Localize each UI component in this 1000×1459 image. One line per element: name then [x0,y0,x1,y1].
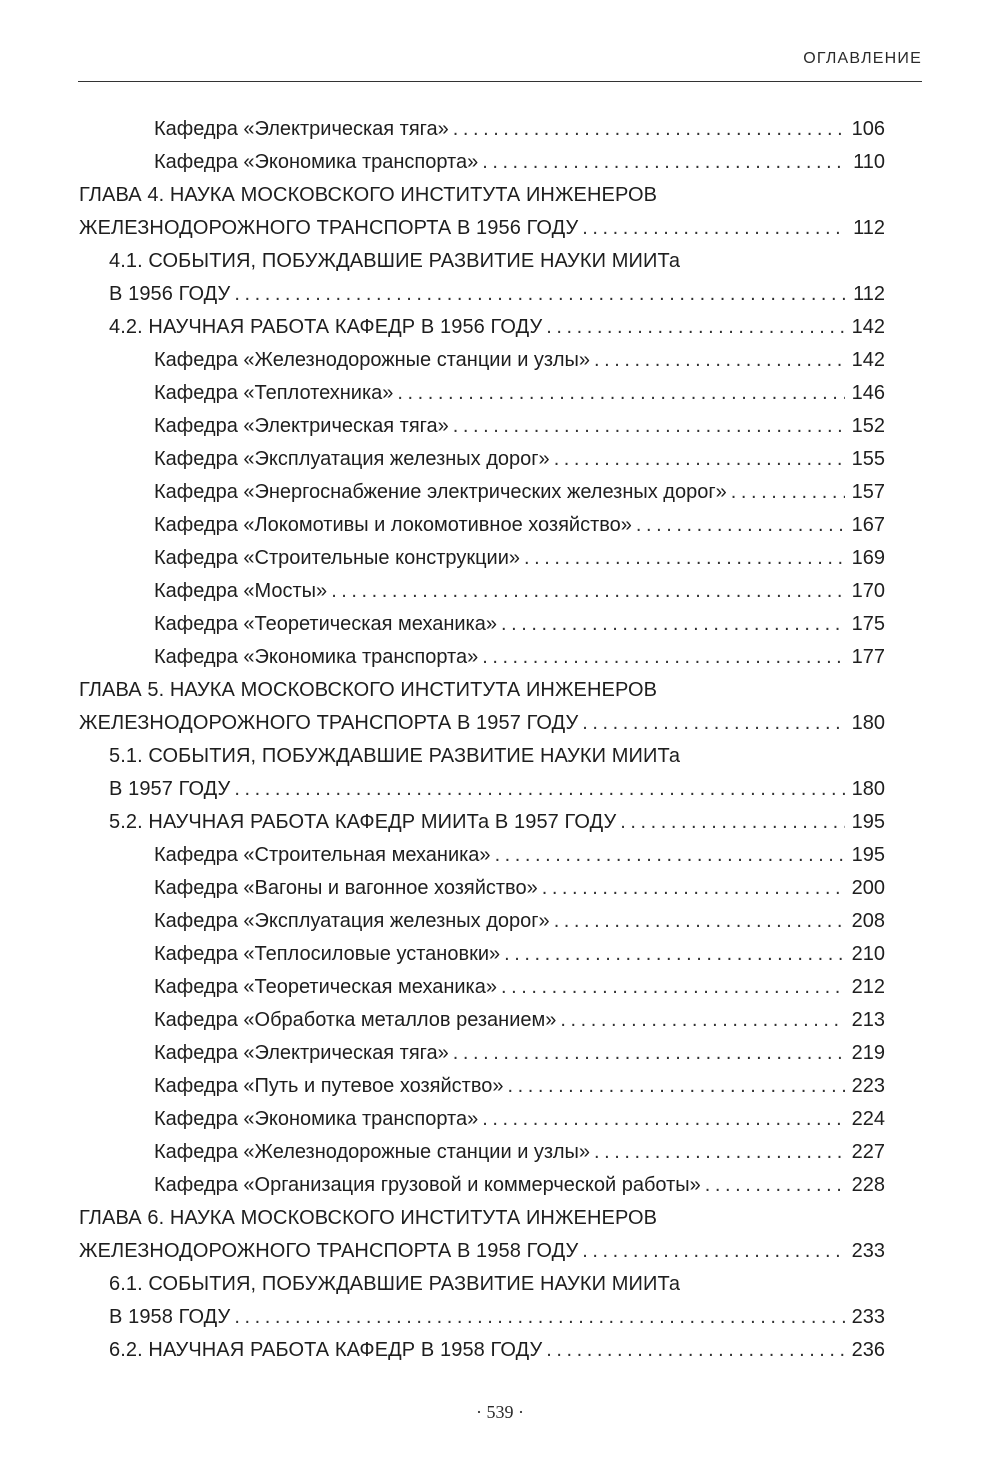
dot-leader [453,1037,845,1070]
toc-entry[interactable] [0,1202,1000,1235]
toc-entry-page: 195 [851,811,885,833]
dot-leader [546,311,845,344]
dot-leader [594,1136,845,1169]
toc-entry-page: 228 [851,1174,885,1196]
dot-leader [582,212,845,245]
toc-entry[interactable] [0,608,1000,641]
header-rule [78,81,922,82]
dot-leader [453,410,845,443]
toc-entry-page: 169 [851,547,885,569]
toc-entry[interactable] [0,1301,1000,1334]
dot-leader [397,377,845,410]
toc-entry-page: 213 [851,1009,885,1031]
toc-entry[interactable] [0,1169,1000,1202]
toc-entry-label: В 1956 ГОДУ [109,283,231,305]
toc-entry-label: Кафедра «Вагоны и вагонное хозяйство» [154,877,538,899]
toc-entry-page: 233 [851,1306,885,1328]
toc-entry-page: 177 [851,646,885,668]
toc-entry[interactable] [0,839,1000,872]
dot-leader [482,1103,845,1136]
toc-entry-label: Кафедра «Организация грузовой и коммерческой работы» [154,1174,701,1196]
toc-entry-label: 4.1. СОБЫТИЯ, ПОБУЖДАВШИЕ РАЗВИТИЕ НАУКИ МИИТа [109,250,681,272]
toc-entry-label: ГЛАВА 5. НАУКА МОСКОВСКОГО ИНСТИТУТА ИНЖЕНЕРОВ [79,679,658,701]
toc-entry-label: Кафедра «Экономика транспорта» [154,151,479,173]
toc-entry[interactable] [0,1004,1000,1037]
toc-entry[interactable] [0,641,1000,674]
toc-entry-page: 152 [851,415,885,437]
toc-entry-page: 146 [851,382,885,404]
toc-entry[interactable] [0,740,1000,773]
toc-entry-label: Кафедра «Железнодорожные станции и узлы» [154,1141,591,1163]
toc-entry[interactable] [0,707,1000,740]
toc-entry-page: 208 [851,910,885,932]
toc-entry-label: ЖЕЛЕЗНОДОРОЖНОГО ТРАНСПОРТА В 1956 ГОДУ [79,217,579,239]
toc-entry-page: 210 [851,943,885,965]
toc-entry-label: 6.1. СОБЫТИЯ, ПОБУЖДАВШИЕ РАЗВИТИЕ НАУКИ МИИТа [109,1273,681,1295]
toc-entry[interactable] [0,674,1000,707]
toc-entry-page: 142 [851,349,885,371]
toc-entry-label: 4.2. НАУЧНАЯ РАБОТА КАФЕДР В 1956 ГОДУ [109,316,543,338]
toc-entry-label: Кафедра «Строительная механика» [154,844,491,866]
toc-entry[interactable] [0,872,1000,905]
toc-entry-label: Кафедра «Строительные конструкции» [154,547,520,569]
toc-entry[interactable] [0,113,1000,146]
dot-leader [546,1334,845,1367]
toc-entry[interactable] [0,1037,1000,1070]
dot-leader [504,938,845,971]
toc-entry-label: Кафедра «Экономика транспорта» [154,1108,479,1130]
dot-leader [501,608,845,641]
toc-entry-page: 170 [851,580,885,602]
dot-leader [582,707,845,740]
toc-entry[interactable] [0,1235,1000,1268]
dot-leader [501,971,845,1004]
toc-entry-page: 180 [851,712,885,734]
toc-entry[interactable] [0,1070,1000,1103]
toc-entry-page: 195 [851,844,885,866]
toc-entry-page: 224 [851,1108,885,1130]
toc-entry-page: 236 [851,1339,885,1361]
toc-entry-page: 157 [851,481,885,503]
toc-entry-page: 175 [851,613,885,635]
running-header-title: ОГЛАВЛЕНИЕ [803,50,922,67]
toc-entry[interactable] [0,245,1000,278]
dot-leader [495,839,845,872]
dot-leader [560,1004,845,1037]
toc-entry-page: 180 [851,778,885,800]
toc-entry-page: 110 [853,151,885,173]
toc-entry[interactable] [0,905,1000,938]
toc-entry-label: В 1957 ГОДУ [109,778,231,800]
toc-entry[interactable] [0,938,1000,971]
toc-entry-page: 112 [853,217,885,239]
toc-entry-label: Кафедра «Локомотивы и локомотивное хозяйство» [154,514,632,536]
toc-entry-label: Кафедра «Путь и путевое хозяйство» [154,1075,504,1097]
toc-entry-page: 223 [851,1075,885,1097]
toc-entry[interactable] [0,377,1000,410]
toc-entry-label: Кафедра «Экономика транспорта» [154,646,479,668]
toc-entry-label: ГЛАВА 6. НАУКА МОСКОВСКОГО ИНСТИТУТА ИНЖЕНЕРОВ [79,1207,658,1229]
toc-entry[interactable] [0,410,1000,443]
toc-entry-label: Кафедра «Электрическая тяга» [154,118,449,140]
toc-entry-label: Кафедра «Теоретическая механика» [154,976,497,998]
toc-entry-label: В 1958 ГОДУ [109,1306,231,1328]
toc-entry-page: 155 [851,448,885,470]
toc-entry[interactable] [0,212,1000,245]
dot-leader [234,1301,845,1334]
dot-leader [582,1235,845,1268]
toc-entry[interactable] [0,278,1000,311]
page-number: · 539 · [476,1402,524,1422]
toc-entry-label: Кафедра «Железнодорожные станции и узлы» [154,349,591,371]
dot-leader [705,1169,845,1202]
toc-entry-label: Кафедра «Эксплуатация железных дорог» [154,448,550,470]
toc-entry[interactable] [0,1136,1000,1169]
dot-leader [453,113,845,146]
toc-entry[interactable] [0,146,1000,179]
toc-entry[interactable] [0,1268,1000,1301]
dot-leader [554,443,845,476]
toc-entry[interactable] [0,1334,1000,1367]
toc-entry[interactable] [0,443,1000,476]
toc-entry[interactable] [0,179,1000,212]
toc-entry-page: 227 [851,1141,885,1163]
toc-entry-page: 112 [853,283,885,305]
toc-entry-label: Кафедра «Теоретическая механика» [154,613,497,635]
table-of-contents [0,113,1000,1367]
toc-entry[interactable] [0,509,1000,542]
dot-leader [234,278,845,311]
toc-entry-page: 200 [851,877,885,899]
dot-leader [482,641,845,674]
toc-entry[interactable] [0,476,1000,509]
toc-entry-label: Кафедра «Обработка металлов резанием» [154,1009,557,1031]
toc-entry-label: 6.2. НАУЧНАЯ РАБОТА КАФЕДР В 1958 ГОДУ [109,1339,543,1361]
toc-entry[interactable] [0,971,1000,1004]
toc-entry-label: Кафедра «Энергоснабжение электрических железных дорог» [154,481,727,503]
toc-entry-page: 219 [851,1042,885,1064]
dot-leader [620,806,845,839]
toc-entry-page: 106 [851,118,885,140]
toc-entry-label: Кафедра «Электрическая тяга» [154,1042,449,1064]
toc-entry-label: 5.1. СОБЫТИЯ, ПОБУЖДАВШИЕ РАЗВИТИЕ НАУКИ МИИТа [109,745,681,767]
toc-entry-label: Кафедра «Электрическая тяга» [154,415,449,437]
toc-entry-label: Кафедра «Теплотехника» [154,382,394,404]
toc-entry-label: Кафедра «Теплосиловые установки» [154,943,501,965]
toc-entry[interactable] [0,575,1000,608]
toc-entry[interactable] [0,773,1000,806]
toc-entry[interactable] [0,311,1000,344]
toc-entry[interactable] [0,1103,1000,1136]
toc-entry[interactable] [0,542,1000,575]
toc-entry-label: ЖЕЛЕЗНОДОРОЖНОГО ТРАНСПОРТА В 1957 ГОДУ [79,712,579,734]
dot-leader [234,773,845,806]
toc-entry-label: 5.2. НАУЧНАЯ РАБОТА КАФЕДР МИИТа В 1957 ГОДУ [109,811,617,833]
toc-entry-page: 212 [851,976,885,998]
toc-entry-page: 142 [851,316,885,338]
dot-leader [508,1070,846,1103]
toc-entry-page: 233 [851,1240,885,1262]
dot-leader [542,872,845,905]
dot-leader [731,476,845,509]
dot-leader [524,542,845,575]
dot-leader [554,905,845,938]
toc-entry-label: Кафедра «Мосты» [154,580,328,602]
toc-entry-label: ГЛАВА 4. НАУКА МОСКОВСКОГО ИНСТИТУТА ИНЖЕНЕРОВ [79,184,658,206]
toc-entry-label: Кафедра «Эксплуатация железных дорог» [154,910,550,932]
dot-leader [636,509,845,542]
toc-entry-label: ЖЕЛЕЗНОДОРОЖНОГО ТРАНСПОРТА В 1958 ГОДУ [79,1240,579,1262]
toc-entry-page: 167 [851,514,885,536]
dot-leader [594,344,845,377]
dot-leader [482,146,845,179]
dot-leader [331,575,845,608]
toc-entry[interactable] [0,344,1000,377]
toc-entry[interactable] [0,806,1000,839]
